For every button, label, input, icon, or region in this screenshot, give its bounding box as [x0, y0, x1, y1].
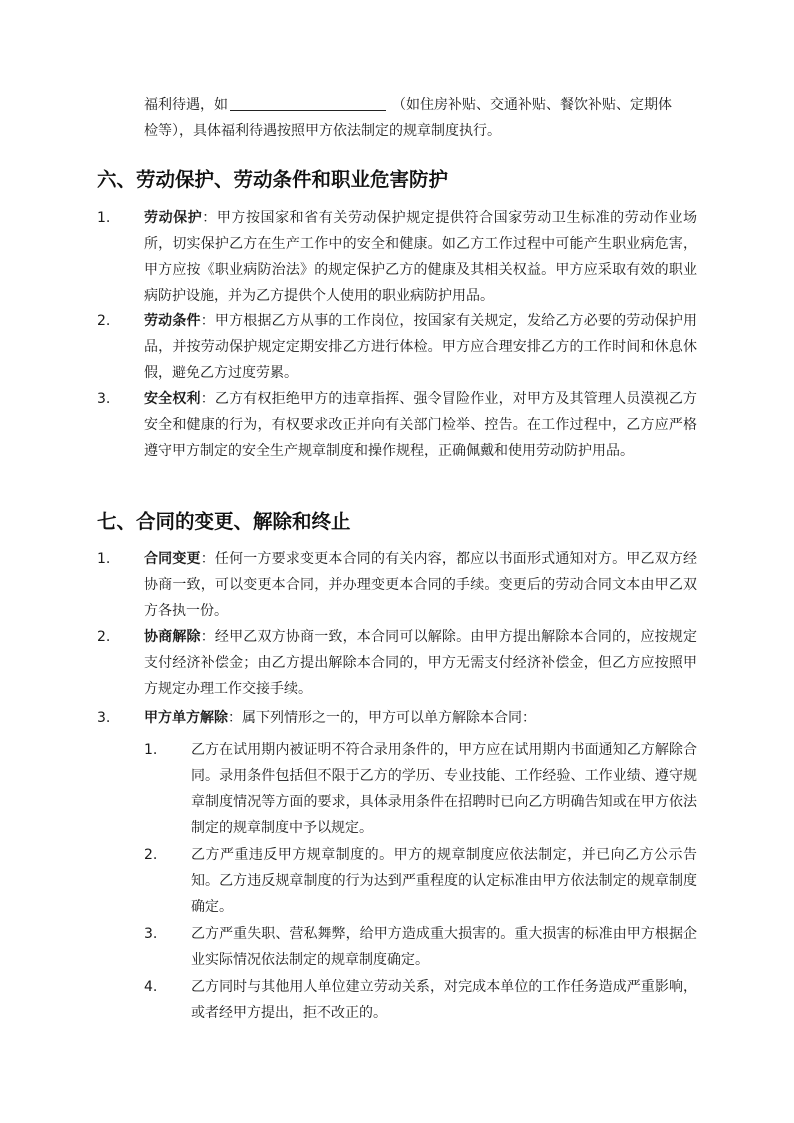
item-term: 劳动保护: [144, 210, 203, 226]
item-text: ：经甲乙双方协商一致，本合同可以解除。由甲方提出解除本合同的，应按规定支付经济补偿金；由乙方提出解除本合同的，甲方无需支付经济补偿金，但乙方应按照甲方规定办理工作交接手续。: [144, 629, 698, 697]
item-body: [144, 624, 697, 702]
item-term: 协商解除: [144, 629, 201, 645]
item-number: 3.: [97, 391, 111, 407]
subitem-number: 3.: [144, 926, 158, 942]
subitem-text: 乙方同时与其他用人单位建立劳动关系，对完成本单位的工作任务造成严重影响，或者经甲方提出，拒不改正的。: [191, 979, 697, 1021]
item-body: [144, 705, 697, 731]
benefits-line-1: [144, 92, 697, 118]
item-text: ：任何一方要求变更本合同的有关内容，都应以书面形式通知对方。甲乙双方经协商一致，可以变更本合同，并办理变更本合同的手续。变更后的劳动合同文本由甲乙双方各执一份。: [144, 551, 698, 619]
item-text: ：乙方有权拒绝甲方的违章指挥、强令冒险作业，对甲方及其管理人员漠视乙方安全和健康的行为，有权要求改正并向有关部门检举、控告。在工作过程中，乙方应严格遵守甲方制定的安全生产规章制度和操作规程，正确佩戴和使用劳动防护用品。: [144, 391, 698, 459]
item-term: 劳动条件: [144, 313, 201, 329]
item-number: 2.: [97, 629, 111, 645]
section-6-heading: 六、劳动保护、劳动条件和职业危害防护: [97, 168, 449, 191]
section-7-heading: 七、合同的变更、解除和终止: [97, 510, 351, 533]
item-term: 甲方单方解除: [144, 710, 228, 726]
item-body: [144, 546, 697, 624]
item-term: 合同变更: [144, 551, 201, 567]
item-number: 3.: [97, 710, 111, 726]
subitem-text: 乙方严重违反甲方规章制度的。甲方的规章制度应依法制定，并已向乙方公示告知。乙方违反规章制度的行为达到严重程度的认定标准由甲方依法制定的规章制度确定。: [191, 847, 697, 915]
item-number: 2.: [97, 313, 111, 329]
item-body: [144, 308, 697, 386]
subitem-text: 乙方在试用期内被证明不符合录用条件的，甲方应在试用期内书面通知乙方解除合同。录用条件包括但不限于乙方的学历、专业技能、工作经验、工作业绩、遵守规章制度情况等方面的要求，具体录用条件在招聘时已向乙方明确告知或在甲方依法制定的规章制度中予以规定。: [191, 742, 697, 836]
item-text: ：属下列情形之一的，甲方可以单方解除本合同：: [228, 710, 536, 726]
item-term: 安全权利: [144, 391, 201, 407]
benefits-line-2: 检等），具体福利待遇按照甲方依法制定的规章制度执行。: [144, 123, 501, 139]
benefits-blank-field[interactable]: [230, 95, 386, 111]
subitem-number: 4.: [144, 979, 158, 995]
item-text: ：甲方根据乙方从事的工作岗位，按国家有关规定，发给乙方必要的劳动保护用品，并按劳动保护规定定期安排乙方进行体检。甲方应合理安排乙方的工作时间和休息休假，避免乙方过度劳累。: [144, 313, 698, 381]
item-body: [144, 386, 697, 464]
benefits-suffix: （如住房补贴、交通补贴、餐饮补贴、定期体: [392, 97, 672, 113]
item-number: 1.: [97, 551, 111, 567]
subitem-number: 2.: [144, 847, 158, 863]
subitem-text: 乙方严重失职、营私舞弊，给甲方造成重大损害的。重大损害的标准由甲方根据企业实际情况依法制定的规章制度确定。: [191, 926, 697, 968]
benefits-paragraph: [144, 92, 697, 144]
item-body: [144, 205, 697, 309]
subitem-number: 1.: [144, 742, 158, 758]
item-number: 1.: [97, 210, 111, 226]
item-text: ：甲方按国家和省有关劳动保护规定提供符合国家劳动卫生标准的劳动作业场所，切实保护乙方在生产工作中的安全和健康。如乙方工作过程中可能产生职业病危害，甲方应按《职业病防治法》的规定保护乙方的健康及其相关权益。甲方应采取有效的职业病防护设施，并为乙方提供个人使用的职业病防护用品。: [144, 210, 698, 304]
benefits-prefix: 福利待遇，如: [144, 97, 228, 113]
